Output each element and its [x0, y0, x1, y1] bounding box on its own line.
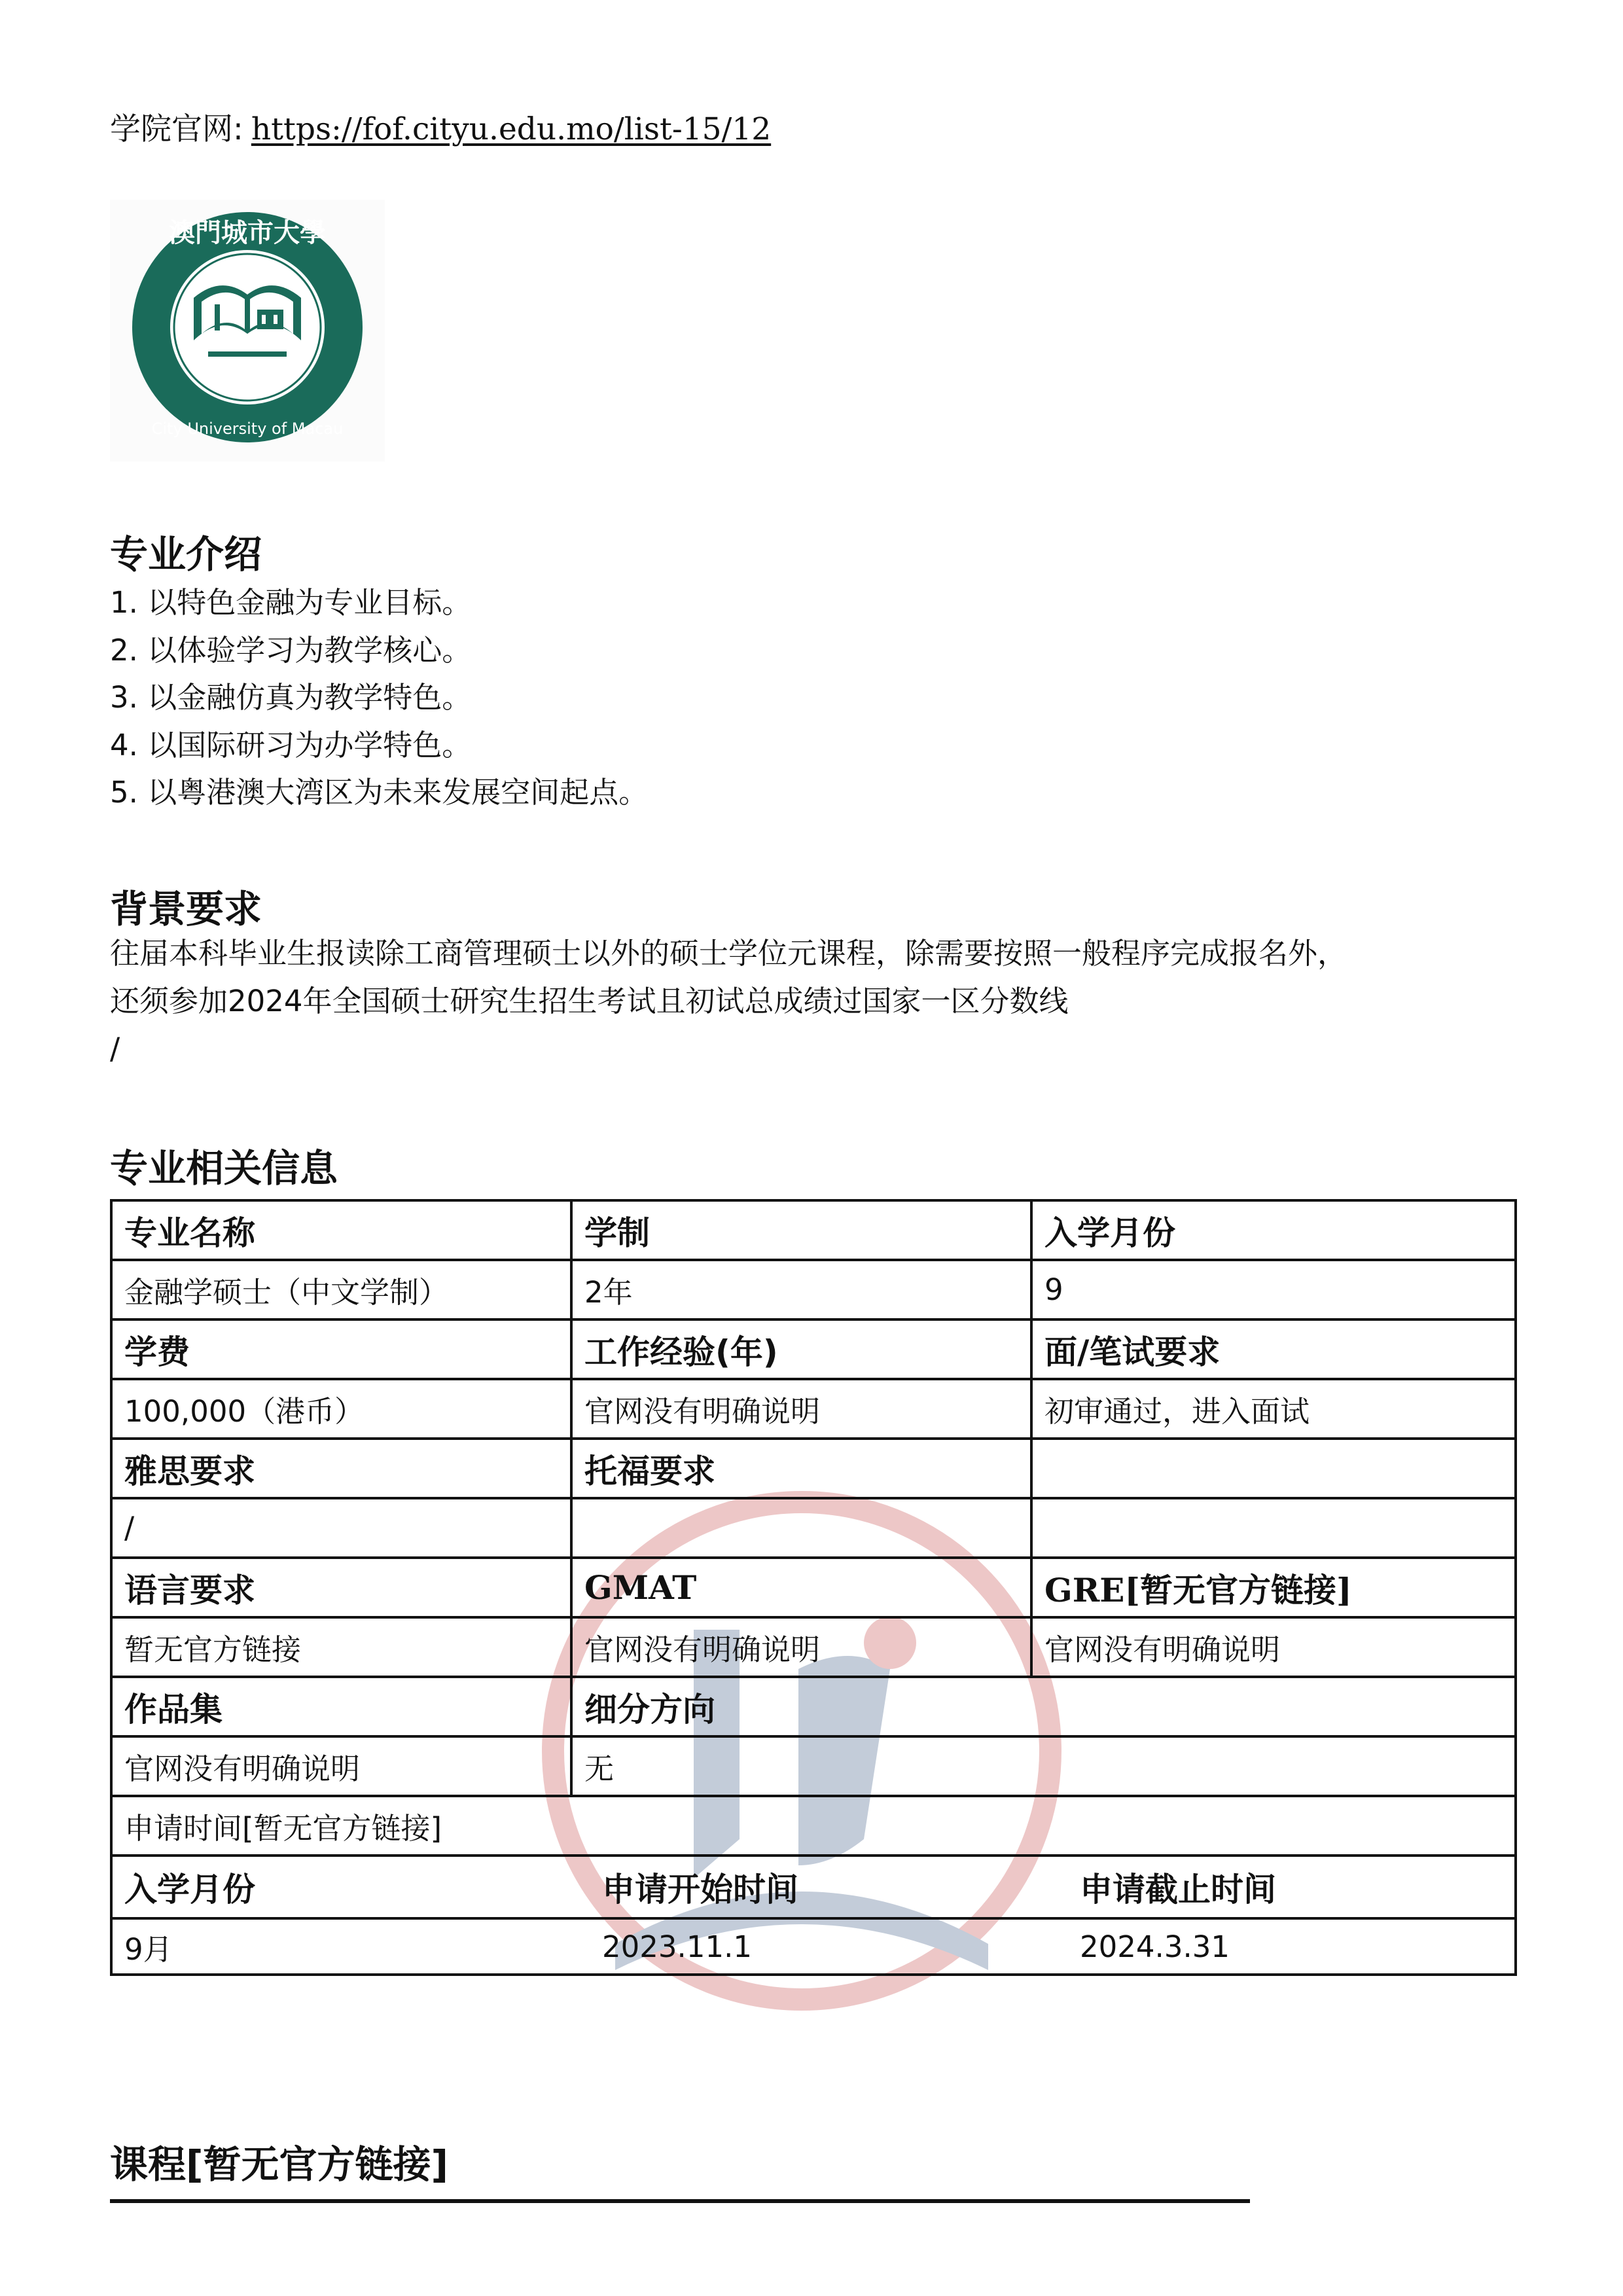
- table-cell: 金融学硕士（中文学制）: [111, 1260, 571, 1319]
- table-cell: /: [111, 1498, 571, 1558]
- table-row: [111, 1379, 1516, 1439]
- dates-header-cell: 申请开始时间: [590, 1857, 1068, 1918]
- table-header-cell: 语言要求: [111, 1558, 571, 1617]
- apply-time-cell: 申请时间[暂无官方链接]: [111, 1796, 1516, 1856]
- intro-title: 专业介绍: [110, 532, 262, 577]
- logo-emblem-icon: [110, 200, 385, 461]
- table-cell: 无: [571, 1736, 1516, 1796]
- background-text: [110, 929, 1517, 1073]
- table-row: [111, 1319, 1516, 1379]
- application-dates: [111, 1856, 1516, 1975]
- table-header-cell: 作品集: [111, 1677, 571, 1736]
- table-row: [111, 1796, 1516, 1856]
- list-item: 5. 以粤港澳大湾区为未来发展空间起点。: [110, 775, 649, 810]
- table-header-cell: 专业名称: [111, 1200, 571, 1260]
- table-row: [111, 1439, 1516, 1498]
- table-header-cell: GRE[暂无官方链接]: [1031, 1558, 1516, 1617]
- table-row: [111, 1736, 1516, 1796]
- background-line: 往届本科毕业生报读除工商管理硕士以外的硕士学位元课程，除需要按照一般程序完成报名外，: [110, 936, 1347, 971]
- table-row: [111, 1617, 1516, 1677]
- table-cell: 官网没有明确说明: [111, 1736, 571, 1796]
- background-line: /: [110, 1031, 120, 1066]
- table-header-cell: 雅思要求: [111, 1439, 571, 1498]
- table-header-cell: 细分方向: [571, 1677, 1516, 1736]
- table-header-cell: 学费: [111, 1319, 571, 1379]
- table-row: [111, 1856, 1516, 1975]
- intro-list: [110, 579, 648, 817]
- website-line: [110, 105, 771, 149]
- dates-header-cell: 入学月份: [113, 1857, 590, 1918]
- course-title: 课程[暂无官方链接]: [110, 2142, 449, 2187]
- table-cell: 初审通过，进入面试: [1031, 1379, 1516, 1439]
- table-row: [111, 1200, 1516, 1260]
- table-row: [113, 1918, 1516, 1973]
- application-dates-table: [113, 1857, 1516, 1973]
- table-header-cell: GMAT: [571, 1558, 1031, 1617]
- course-divider: [110, 2199, 1250, 2203]
- background-line: 还须参加2024年全国硕士研究生招生考试且初试总成绩过国家一区分数线: [110, 984, 1069, 1018]
- list-item: 4. 以国际研习为办学特色。: [110, 727, 472, 762]
- table-row: [111, 1498, 1516, 1558]
- table-header-cell: 学制: [571, 1200, 1031, 1260]
- table-header-cell: 托福要求: [571, 1439, 1031, 1498]
- website-link[interactable]: https://fof.cityu.edu.mo/list-15/12: [251, 111, 772, 147]
- list-item: 3. 以金融仿真为教学特色。: [110, 680, 472, 715]
- background-title: 背景要求: [110, 887, 262, 931]
- table-cell: 暂无官方链接: [111, 1617, 571, 1677]
- logo-english-name: City University of Macau: [151, 420, 344, 438]
- table-cell: 100,000（港币）: [111, 1379, 571, 1439]
- list-item: 2. 以体验学习为教学核心。: [110, 632, 472, 668]
- table-header-cell: 面/笔试要求: [1031, 1319, 1516, 1379]
- table-cell: 9: [1031, 1260, 1516, 1319]
- program-info-table: [110, 1199, 1517, 1976]
- table-cell: 官网没有明确说明: [1031, 1617, 1516, 1677]
- table-row: [111, 1677, 1516, 1736]
- university-logo: [110, 200, 385, 461]
- table-cell: [571, 1498, 1031, 1558]
- table-header-cell: 入学月份: [1031, 1200, 1516, 1260]
- table-row: [113, 1857, 1516, 1918]
- dates-header-cell: 申请截止时间: [1068, 1857, 1516, 1918]
- table-cell: 官网没有明确说明: [571, 1379, 1031, 1439]
- table-cell: 官网没有明确说明: [571, 1617, 1031, 1677]
- dates-cell: 2023.11.1: [602, 1929, 753, 1964]
- info-title: 专业相关信息: [110, 1146, 338, 1191]
- website-label: 学院官网:: [110, 111, 243, 147]
- table-row: [111, 1260, 1516, 1319]
- dates-cell: 9月: [124, 1931, 173, 1967]
- table-header-cell: [1031, 1439, 1516, 1498]
- table-header-cell: 工作经验(年): [571, 1319, 1031, 1379]
- list-item: 1. 以特色金融为专业目标。: [110, 585, 472, 620]
- table-cell: 2年: [571, 1260, 1031, 1319]
- table-cell: [1031, 1498, 1516, 1558]
- table-row: [111, 1558, 1516, 1617]
- logo-chinese-name: 澳門城市大學: [169, 217, 326, 248]
- dates-cell: 2024.3.31: [1080, 1929, 1230, 1964]
